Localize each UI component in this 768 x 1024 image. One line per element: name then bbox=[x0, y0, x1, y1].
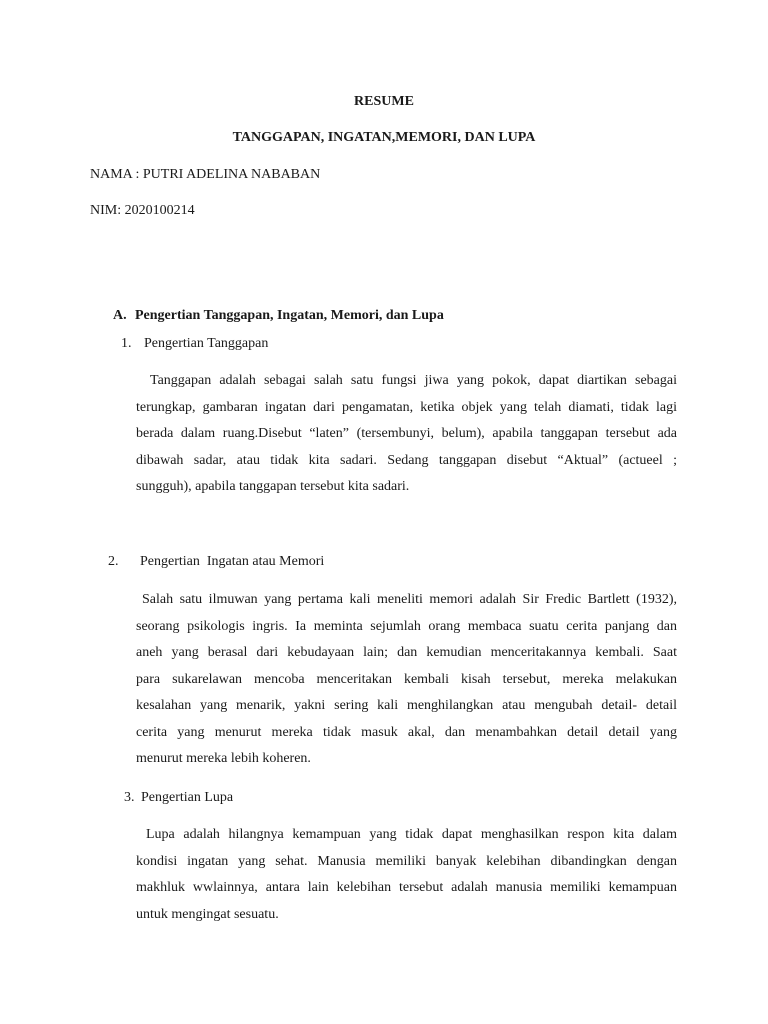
item-1-paragraph bbox=[136, 368, 677, 501]
paragraph-line: berada dalam ruang.Disebut “laten” (tersembunyi, belum), apabila tanggapan tersebut ada bbox=[136, 426, 677, 441]
paragraph-line: aneh yang berasal dari kebudayaan lain; dan kemudian menceritakannya kembali. Saat bbox=[136, 645, 677, 660]
paragraph-line: makhluk wwlainnya, antara lain kelebihan tersebut adalah manusia memiliki kemampuan bbox=[136, 880, 677, 895]
item-2-heading: Pengertian Ingatan atau Memori bbox=[140, 554, 325, 569]
paragraph-line: kondisi ingatan yang sehat. Manusia memiliki banyak kelebihan dibandingkan dengan bbox=[136, 853, 677, 869]
paragraph-line: seorang psikologis ingris. Ia meminta sejumlah orang membaca suatu cerita panjang dan bbox=[136, 618, 677, 634]
student-id: NIM: 2020100214 bbox=[90, 203, 195, 218]
paragraph-line: menurut mereka lebih koheren. bbox=[136, 751, 311, 766]
paragraph-line: dibawah sadar, atau tidak kita sadari. Sedang tanggapan disebut “Aktual” (actueel ; bbox=[136, 452, 677, 468]
document-subtitle: TANGGAPAN, INGATAN,MEMORI, DAN LUPA bbox=[232, 130, 536, 145]
item-1-heading: Pengertian Tanggapan bbox=[144, 336, 269, 351]
document-title: RESUME bbox=[354, 94, 414, 109]
item-3-paragraph bbox=[136, 822, 677, 928]
item-3-number: 3. bbox=[124, 790, 135, 805]
paragraph-line: Lupa adalah hilangnya kemampuan yang tidak dapat menghasilkan respon kita dalam bbox=[146, 827, 677, 842]
item-3-heading: Pengertian Lupa bbox=[141, 790, 234, 805]
item-2-paragraph bbox=[136, 587, 677, 773]
paragraph-line: Tanggapan adalah sebagai salah satu fungsi jiwa yang pokok, dapat diartikan sebagai bbox=[150, 373, 677, 388]
paragraph-line: untuk mengingat sesuatu. bbox=[136, 906, 279, 922]
paragraph-line: cerita yang menurut mereka tidak masuk akal, dan menambahkan detail detail yang bbox=[136, 724, 677, 740]
paragraph-line: para sukarelawan mencoba menceritakan kembali kisah tersebut, mereka melakukan bbox=[136, 671, 677, 687]
paragraph-line: sungguh), apabila tanggapan tersebut kita sadari. bbox=[136, 479, 410, 494]
paragraph-line: terungkap, gambaran ingatan dari pengamatan, ketika objek yang telah diamati, tidak lagi bbox=[136, 399, 677, 415]
paragraph-line: kesalahan yang menarik, yakni sering kali menghilangkan atau mengubah detail- detail bbox=[136, 698, 677, 713]
section-a-heading: Pengertian Tanggapan, Ingatan, Memori, dan Lupa bbox=[135, 308, 444, 323]
item-2-number: 2. bbox=[108, 554, 119, 569]
item-1-number: 1. bbox=[121, 336, 132, 351]
paragraph-line: Salah satu ilmuwan yang pertama kali meneliti memori adalah Sir Fredic Bartlett (1932), bbox=[142, 592, 677, 607]
author-name: NAMA : PUTRI ADELINA NABABAN bbox=[90, 167, 321, 182]
section-a-marker: A. bbox=[113, 308, 127, 323]
